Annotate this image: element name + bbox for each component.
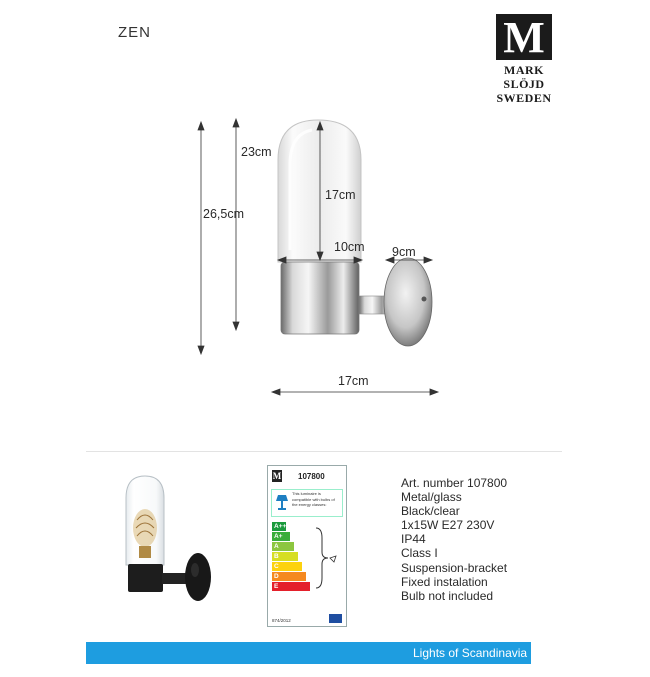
product-photo <box>118 470 218 610</box>
chrome-base <box>281 262 359 334</box>
spec-item: IP44 <box>401 532 426 547</box>
spec-list <box>401 476 507 603</box>
brand-logo-word-3: SWEDEN <box>496 91 552 105</box>
brand-logo-word-1: MARK <box>504 63 544 77</box>
energy-class-band: A <box>272 542 294 551</box>
energy-class-band: D <box>272 572 306 581</box>
energy-class-band: B <box>272 552 298 561</box>
dim-wall-plate: 9cm <box>392 245 416 259</box>
dim-lamp-height: 23cm <box>241 145 272 159</box>
energy-class-band: C <box>272 562 302 571</box>
spec-item: Art. number 107800 <box>401 476 508 490</box>
spec-item: Class I <box>401 546 438 561</box>
dim-depth: 17cm <box>338 374 369 388</box>
lamp-icon <box>275 493 289 511</box>
footer-tagline: Lights of Scandinavia <box>413 646 528 660</box>
spec-item: 1x15W E27 230V <box>401 518 495 533</box>
energy-label <box>267 465 347 627</box>
spec-item: Metal/glass <box>401 490 462 505</box>
brand-logo-mark: M <box>496 14 552 60</box>
energy-class-band: A++ <box>274 523 287 530</box>
energy-compat-text: This luminaire is compatible with bulbs of the energy classes: <box>292 491 335 507</box>
spec-item: Fixed instalation <box>401 574 488 589</box>
energy-regulation: 874/2012 <box>272 618 291 623</box>
spec-item: Bulb not included <box>401 588 494 603</box>
dim-glass-diameter: 10cm <box>334 240 365 254</box>
brand-logo-word-2: SLÖJD <box>503 77 545 91</box>
footer-bar <box>86 642 531 664</box>
spec-item: Black/clear <box>401 504 460 519</box>
section-divider <box>86 451 562 452</box>
energy-label-logo: M <box>272 471 282 481</box>
energy-brace <box>314 526 340 590</box>
product-title: ZEN <box>118 24 151 41</box>
energy-compat-box <box>271 489 343 517</box>
energy-class-band: A+ <box>272 532 290 541</box>
dim-overall-height: 26,5cm <box>203 207 244 221</box>
wall-plate <box>384 258 432 346</box>
energy-label-article: 107800 <box>298 472 325 481</box>
energy-class-band: E <box>272 582 310 591</box>
dim-glass-height: 17cm <box>325 188 356 202</box>
eu-flag-icon <box>329 614 342 623</box>
plate-screw <box>422 297 427 302</box>
spec-item: Suspension-bracket <box>401 560 508 575</box>
